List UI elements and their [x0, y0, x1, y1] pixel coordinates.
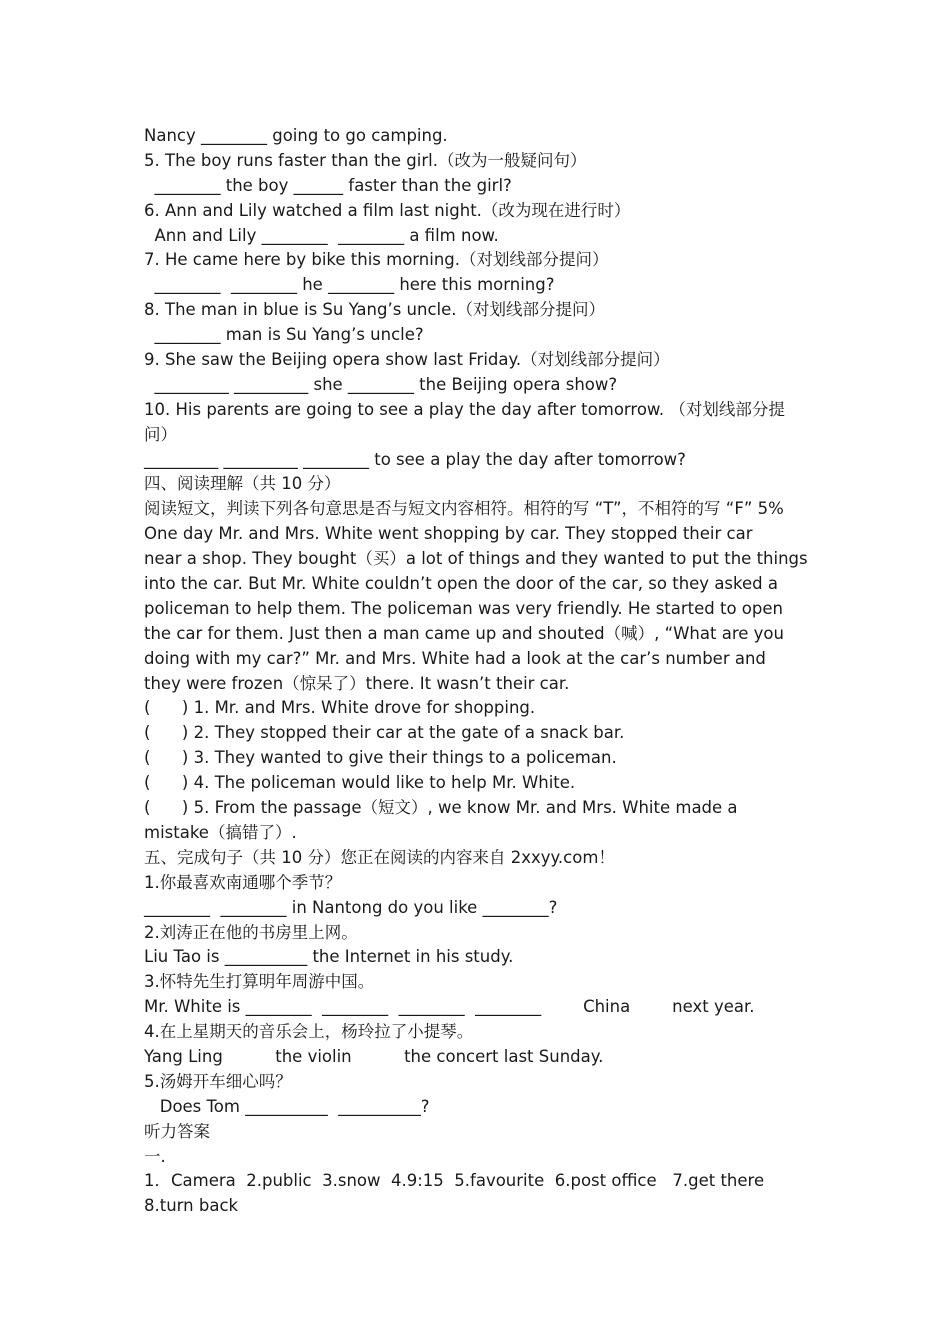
text-line: 5. The boy runs faster than the girl.（改为一般疑问句）: [144, 150, 587, 170]
text-line: Mr. White is ________ ________ ________ ________ China next year.: [144, 997, 755, 1017]
text-line: 5.汤姆开车细心吗？: [144, 1071, 292, 1091]
text-line: Liu Tao is __________ the Internet in his study.: [144, 947, 514, 967]
text-line: Nancy ________ going to go camping.: [144, 126, 448, 145]
text-line: 2.刘涛正在他的书房里上网。: [144, 922, 358, 942]
text-line: ________ man is Su Yang’s uncle?: [144, 325, 424, 345]
text-line: One day Mr. and Mrs. White went shopping by car. They stopped their car: [144, 524, 753, 544]
text-line: 五、完成句子（共 10 分）您正在阅读的内容来自 2xxyy.com！: [144, 847, 615, 867]
text-line: Ann and Lily ________ ________ a film now.: [144, 225, 499, 245]
text-line: doing with my car?” Mr. and Mrs. White had a look at the car’s number and: [144, 648, 766, 668]
text-line: 3.怀特先生打算明年周游中国。: [144, 972, 375, 992]
text-line: into the car. But Mr. White couldn’t open the door of the car, so they asked a: [144, 574, 778, 594]
document-body: [144, 124, 814, 1219]
text-line: 听力答案: [144, 1121, 210, 1141]
text-line: ________ ________ in Nantong do you like ________?: [144, 897, 558, 917]
text-line: policeman to help them. The policeman was very friendly. He started to open: [144, 598, 783, 618]
text-line: they were frozen（惊呆了）there. It wasn’t their car.: [144, 673, 570, 693]
text-line: 7. He came here by bike this morning.（对划线部分提问）: [144, 250, 609, 270]
text-line: 阅读短文，判读下列各句意思是否与短文内容相符。相符的写 “T”，不相符的写 “F” 5%: [144, 499, 784, 519]
text-line: 4.在上星期天的音乐会上，杨玲拉了小提琴。: [144, 1022, 474, 1042]
text-line: 8.turn back: [144, 1196, 239, 1216]
text-line: ( ) 5. From the passage（短文）, we know Mr. and Mrs. White made a: [144, 798, 738, 818]
text-line: _________ _________ ________ to see a play the day after tomorrow?: [144, 449, 686, 469]
text-line: Yang Ling the violin the concert last Sunday.: [144, 1046, 604, 1066]
text-line: 9. She saw the Beijing opera show last Friday.（对划线部分提问）: [144, 350, 670, 370]
text-line: 一.: [144, 1146, 166, 1166]
text-line: 问）: [144, 424, 177, 444]
text-line: 四、阅读理解（共 10 分）: [144, 474, 341, 494]
text-line: ( ) 1. Mr. and Mrs. White drove for shopping.: [144, 698, 536, 718]
text-line: mistake（搞错了）.: [144, 822, 297, 842]
text-line: ( ) 4. The policeman would like to help Mr. White.: [144, 773, 576, 793]
text-line: ( ) 3. They wanted to give their things to a policeman.: [144, 748, 617, 768]
text-line: ________ ________ he ________ here this morning?: [144, 275, 555, 295]
text-line: 10. His parents are going to see a play the day after tomorrow. （对划线部分提: [144, 399, 785, 419]
text-line: Does Tom __________ __________?: [144, 1096, 430, 1116]
text-line: the car for them. Just then a man came up and shouted（喊）, “What are you: [144, 623, 784, 643]
text-line: 1.你最喜欢南通哪个季节？: [144, 872, 342, 892]
text-line: 6. Ann and Lily watched a film last night.（改为现在进行时）: [144, 200, 631, 220]
text-line: _________ _________ she ________ the Beijing opera show?: [144, 374, 618, 394]
text-line: ________ the boy ______ faster than the girl?: [144, 175, 512, 195]
text-line: near a shop. They bought（买）a lot of things and they wanted to put the things: [144, 549, 808, 569]
text-line: 1．Camera 2.public 3.snow 4.9:15 5.favourite 6.post office 7.get there: [144, 1171, 765, 1191]
text-line: ( ) 2. They stopped their car at the gate of a snack bar.: [144, 723, 625, 743]
text-line: 8. The man in blue is Su Yang’s uncle.（对划线部分提问）: [144, 300, 606, 320]
